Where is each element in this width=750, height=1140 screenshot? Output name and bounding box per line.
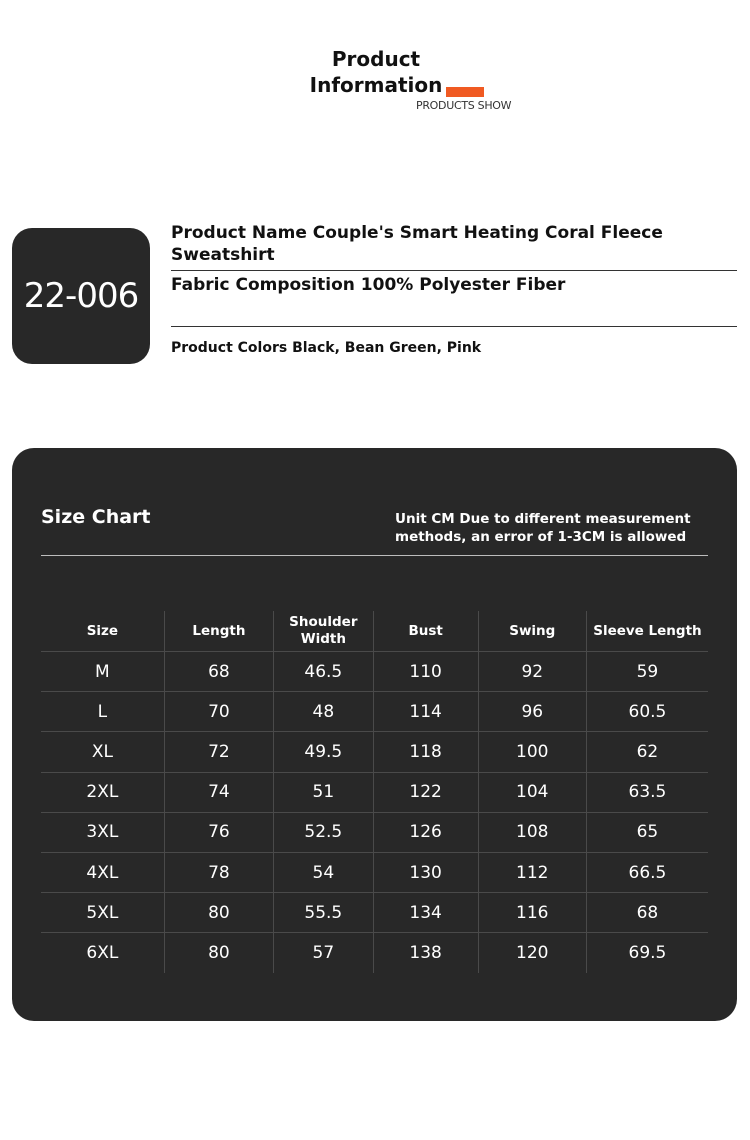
cell-swing: 120: [478, 933, 586, 973]
cell-length: 76: [164, 812, 273, 852]
cell-length: 72: [164, 732, 273, 772]
product-code-badge: [12, 228, 150, 364]
cell-bust: 134: [373, 893, 478, 933]
col-swing: Swing: [478, 611, 586, 652]
colors-value: Black, Bean Green, Pink: [292, 340, 482, 356]
cell-length: 80: [164, 893, 273, 933]
col-sleeve-length: Sleeve Length: [586, 611, 708, 652]
table-row: [41, 933, 708, 973]
product-name-value: Couple's Smart Heating Coral Fleece Sweatshirt: [171, 223, 663, 265]
product-info: [171, 220, 737, 356]
page-subtitle: PRODUCTS SHOW: [416, 99, 512, 112]
cell-length: 74: [164, 772, 273, 812]
divider: [41, 555, 708, 556]
colors-label: Product Colors: [171, 340, 288, 356]
cell-size: 4XL: [41, 852, 164, 892]
cell-sleeve: 68: [586, 893, 708, 933]
cell-sleeve: 60.5: [586, 692, 708, 732]
cell-bust: 138: [373, 933, 478, 973]
product-name-row: [171, 220, 737, 271]
cell-shoulder: 52.5: [274, 812, 374, 852]
cell-bust: 130: [373, 852, 478, 892]
cell-sleeve: 63.5: [586, 772, 708, 812]
cell-bust: 118: [373, 732, 478, 772]
table-row: [41, 812, 708, 852]
size-table: [41, 611, 708, 973]
cell-bust: 110: [373, 652, 478, 692]
cell-length: 70: [164, 692, 273, 732]
table-row: [41, 732, 708, 772]
cell-shoulder: 51: [274, 772, 374, 812]
cell-sleeve: 69.5: [586, 933, 708, 973]
fabric-label: Fabric Composition: [171, 275, 355, 295]
col-shoulder-width: Shoulder Width: [274, 611, 374, 652]
col-size: Size: [41, 611, 164, 652]
table-row: [41, 692, 708, 732]
unit-note: Unit CM Due to different measurement methods, an error of 1-3CM is allowed: [395, 511, 691, 545]
fabric-row: [171, 271, 737, 327]
cell-sleeve: 66.5: [586, 852, 708, 892]
cell-size: XL: [41, 732, 164, 772]
cell-shoulder: 49.5: [274, 732, 374, 772]
table-row: [41, 772, 708, 812]
cell-shoulder: 54: [274, 852, 374, 892]
cell-size: 2XL: [41, 772, 164, 812]
page-title: Product Information: [309, 47, 443, 97]
col-length: Length: [164, 611, 273, 652]
cell-sleeve: 59: [586, 652, 708, 692]
cell-sleeve: 62: [586, 732, 708, 772]
cell-length: 68: [164, 652, 273, 692]
cell-length: 78: [164, 852, 273, 892]
table-row: [41, 893, 708, 933]
product-code: 22-006: [23, 276, 139, 316]
colors-row: [171, 340, 481, 356]
cell-size: L: [41, 692, 164, 732]
accent-bar: [446, 87, 484, 97]
col-bust: Bust: [373, 611, 478, 652]
cell-bust: 122: [373, 772, 478, 812]
cell-swing: 100: [478, 732, 586, 772]
cell-swing: 104: [478, 772, 586, 812]
cell-size: 3XL: [41, 812, 164, 852]
fabric-value: 100% Polyester Fiber: [360, 275, 566, 295]
table-row: [41, 652, 708, 692]
cell-size: M: [41, 652, 164, 692]
cell-bust: 126: [373, 812, 478, 852]
cell-swing: 116: [478, 893, 586, 933]
table-header-row: [41, 611, 708, 652]
cell-swing: 92: [478, 652, 586, 692]
cell-swing: 96: [478, 692, 586, 732]
cell-length: 80: [164, 933, 273, 973]
cell-shoulder: 46.5: [274, 652, 374, 692]
cell-swing: 112: [478, 852, 586, 892]
size-chart-panel: [12, 448, 737, 1021]
cell-shoulder: 48: [274, 692, 374, 732]
cell-swing: 108: [478, 812, 586, 852]
cell-size: 5XL: [41, 893, 164, 933]
size-chart-title: Size Chart: [41, 506, 151, 528]
cell-shoulder: 57: [274, 933, 374, 973]
cell-shoulder: 55.5: [274, 893, 374, 933]
cell-sleeve: 65: [586, 812, 708, 852]
cell-size: 6XL: [86, 942, 119, 963]
product-name-label: Product Name: [171, 223, 307, 243]
cell-bust: 114: [373, 692, 478, 732]
table-row: [41, 852, 708, 892]
